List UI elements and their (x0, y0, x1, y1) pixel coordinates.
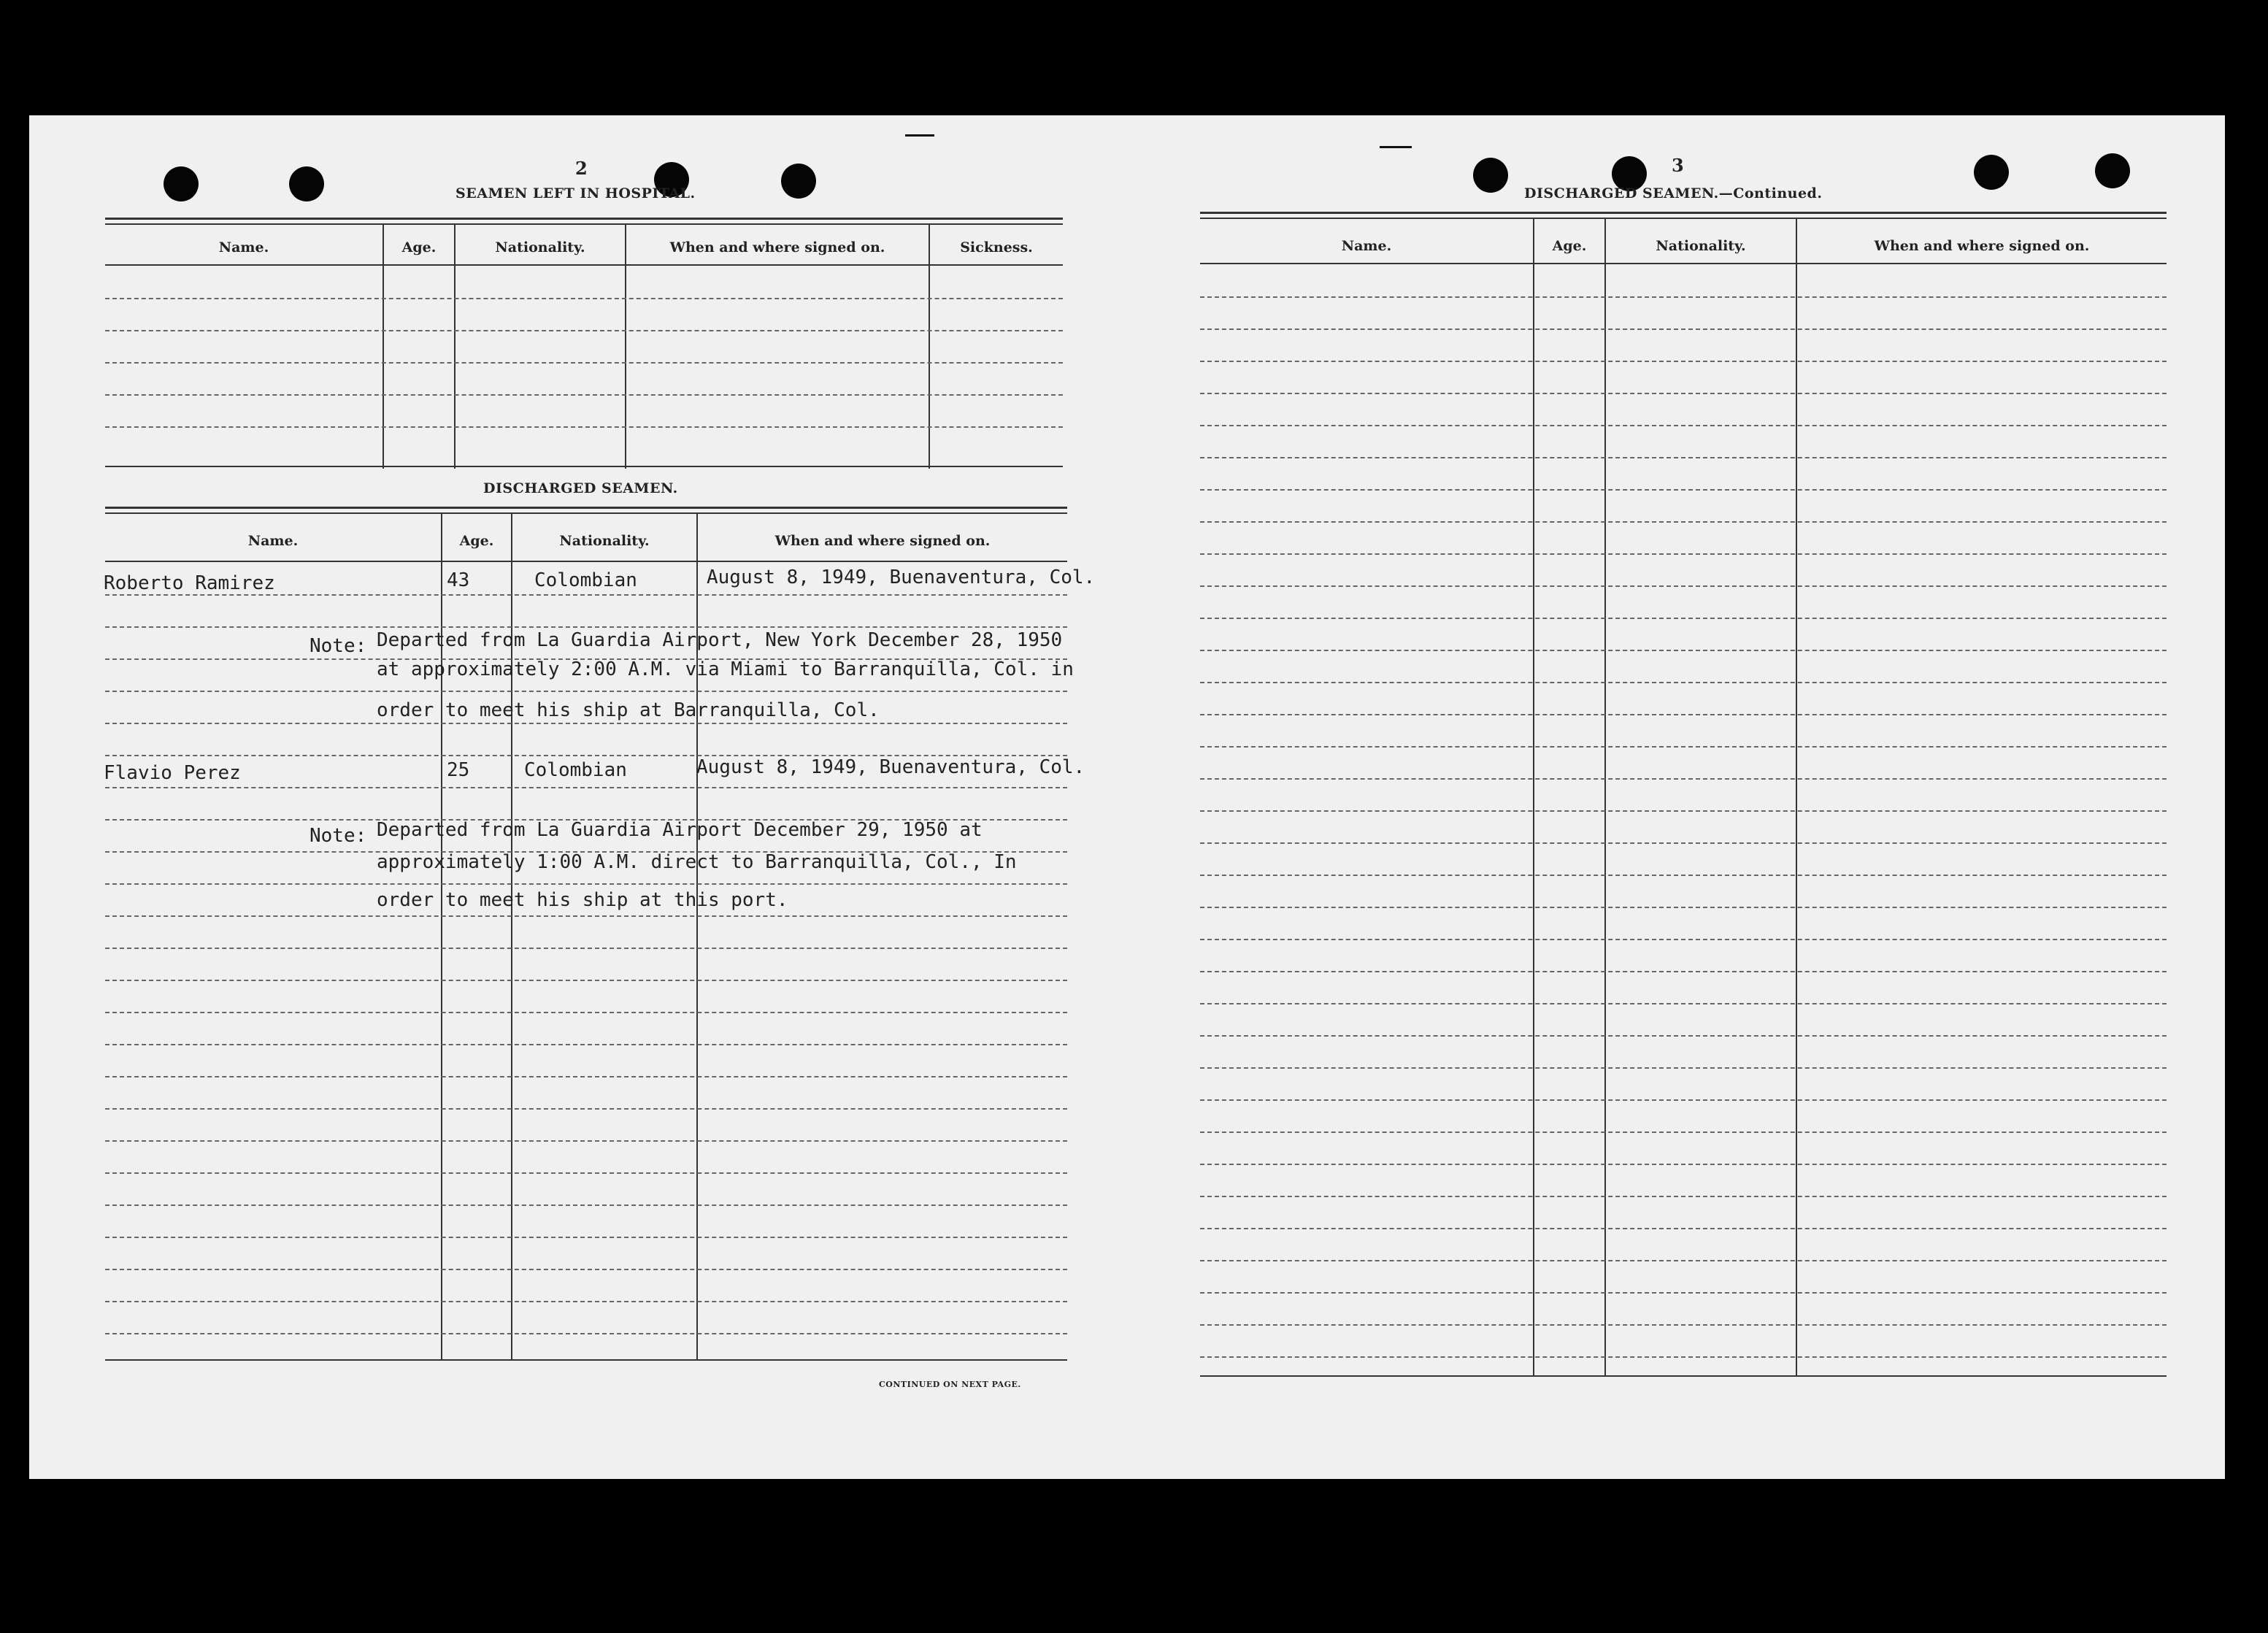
note-label: Note: (310, 825, 367, 847)
column-header: When and where signed on. (774, 533, 991, 549)
seaman-name: Flavio Perez (104, 762, 241, 784)
seaman-nationality: Colombian (534, 569, 637, 591)
binder-hole (164, 166, 199, 201)
discharged-continued-table (1200, 212, 2167, 1377)
column-header: When and where signed on. (1874, 238, 2090, 254)
page-number: 2 (575, 158, 588, 179)
binder-hole (2095, 153, 2130, 188)
column-header: Age. (1552, 238, 1587, 254)
column-header: Name. (1341, 238, 1392, 254)
note-label: Note: (310, 635, 367, 657)
seaman-name: Roberto Ramirez (104, 572, 275, 594)
ink-speck (905, 134, 934, 137)
note-line: order to meet his ship at this port. (377, 889, 788, 911)
column-header: Nationality. (495, 239, 585, 255)
seaman-signed-on: August 8, 1949, Buenaventura, Col. (707, 566, 1096, 588)
column-header: Age. (459, 533, 494, 549)
discharged-continued-title: DISCHARGED SEAMEN.—Continued. (1524, 185, 1823, 201)
binder-hole (781, 164, 816, 199)
column-header: Age. (401, 239, 437, 255)
ink-speck (1380, 146, 1412, 148)
note-line: at approximately 2:00 A.M. via Miami to Barranquilla, Col. in (377, 658, 1074, 680)
note-line: Departed from La Guardia Airport December 29, 1950 at (377, 819, 983, 841)
column-header: When and where signed on. (669, 239, 885, 255)
discharged-section-title: DISCHARGED SEAMEN. (483, 480, 678, 496)
column-header: Sickness. (960, 239, 1033, 255)
page-number: 3 (1672, 155, 1684, 176)
seaman-age: 43 (447, 569, 470, 591)
hospital-section-title: SEAMEN LEFT IN HOSPITAL. (455, 185, 696, 201)
column-header: Name. (247, 533, 299, 549)
column-header: Name. (218, 239, 269, 255)
note-line: approximately 1:00 A.M. direct to Barranquilla, Col., In (377, 851, 1017, 873)
note-line: order to meet his ship at Barranquilla, Col. (377, 699, 880, 721)
seaman-age: 25 (447, 759, 470, 781)
binder-hole (1974, 155, 2009, 190)
note-line: Departed from La Guardia Airport, New York December 28, 1950 (377, 629, 1063, 651)
column-header: Nationality. (1656, 238, 1746, 254)
column-header: Nationality. (559, 533, 650, 549)
binder-hole (1473, 158, 1508, 193)
document-sheet (29, 115, 2225, 1479)
seaman-nationality: Colombian (524, 759, 627, 781)
binder-hole (289, 166, 324, 201)
continued-footer: CONTINUED ON NEXT PAGE. (879, 1380, 1021, 1389)
seaman-signed-on: August 8, 1949, Buenaventura, Col. (696, 756, 1085, 778)
hospital-table (105, 218, 1063, 473)
